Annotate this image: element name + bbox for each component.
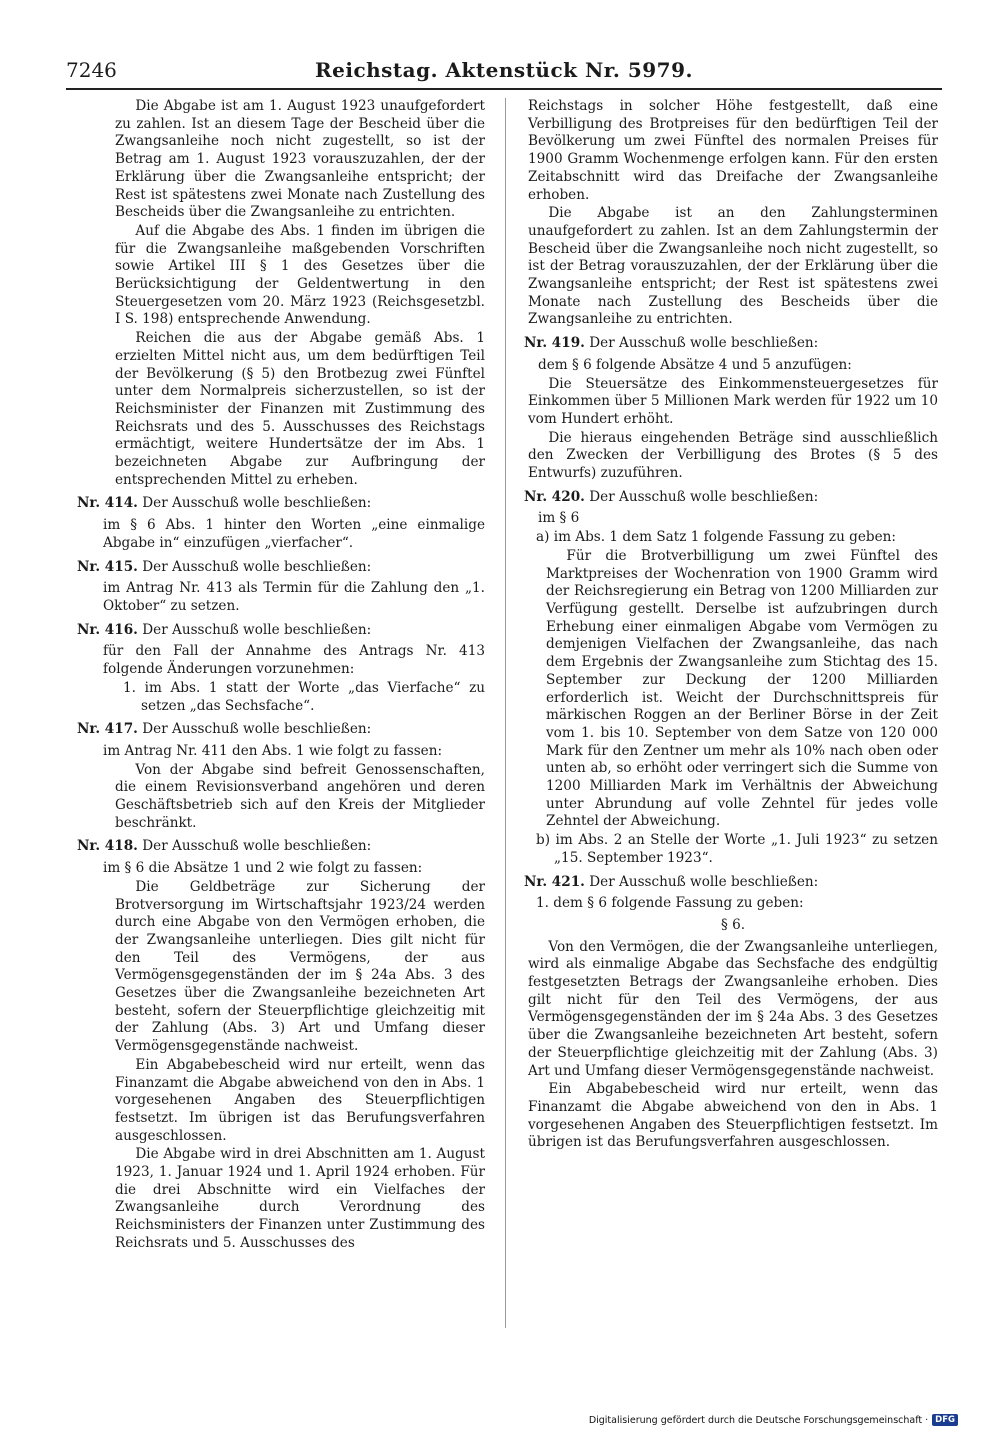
list-item: 1. im Abs. 1 statt der Worte „das Vierfache“ zu setzen „das Sechsfache“.	[123, 679, 485, 714]
motion-number: Nr. 421.	[524, 873, 585, 890]
motion-body: im § 6 Abs. 1 hinter den Worten „eine einmalige Abgabe in“ einzufügen „vierfacher“.	[103, 517, 485, 551]
motion-heading-416	[77, 622, 485, 640]
quoted-paragraph: Die hieraus eingehenden Beträge sind ausschließlich den Zwecken der Verbilligung des Brotes (§ 5 des Entwurfs) zuzuführen.	[528, 429, 938, 482]
paragraph: Reichstags in solcher Höhe festgestellt, daß eine Verbilligung des Brotpreises für den bedürftigen Teil der Bevölkerung um zwei Fünftel des normalen Preises für 1900 Gramm Wochenmenge erfolgen kann. Für den ersten Zeitabschnitt wird das Dreifache der Zwangsanleihe erhoben.	[528, 98, 938, 203]
motion-body: für den Fall der Annahme des Antrags Nr. 413 folgende Änderungen vorzunehmen:	[103, 643, 485, 678]
footer-text: Digitalisierung gefördert durch die Deutsche Forschungsgemeinschaft ·	[588, 1414, 929, 1426]
motion-body: im § 6 die Absätze 1 und 2 wie folgt zu fassen:	[103, 860, 423, 877]
motion-number: Nr. 418.	[77, 838, 138, 855]
motion-text: Der Ausschuß wolle beschließen:	[589, 488, 819, 505]
motion-text: Der Ausschuß wolle beschließen:	[142, 838, 372, 855]
paragraph: Die Abgabe ist am 1. August 1923 unaufgefordert zu zahlen. Ist an diesem Tage der Bescheid über die Zwangsanleihe noch nicht zugestellt, so ist der Betrag am 1. August 1923 vorauszuzahlen, der der Erklärung über die Zwangsanleihe entspricht; der Rest ist spätestens zwei Monate nach Zustellung des Bescheids über die Zwangsanleihe zu entrichten.	[115, 98, 485, 221]
motion-number: Nr. 415.	[77, 558, 138, 575]
motion-body: dem § 6 folgende Absätze 4 und 5 anzufügen:	[538, 356, 852, 373]
motion-number: Nr. 419.	[524, 335, 585, 352]
motion-heading-419	[524, 335, 938, 353]
column-divider	[505, 98, 506, 1328]
quoted-paragraph: Ein Abgabebescheid wird nur erteilt, wenn das Finanzamt die Abgabe abweichend von den in Abs. 1 vorgesehenen Angaben des Steuerpflichtigen festsetzt. Im übrigen ist das Berufungsverfahren ausgeschlossen.	[528, 1081, 938, 1151]
digitization-footer	[589, 1414, 958, 1426]
motion-number: Nr. 420.	[524, 488, 585, 505]
quoted-paragraph: Die Abgabe wird in drei Abschnitten am 1. August 1923, 1. Januar 1924 und 1. April 1924 erhoben. Für die drei Abschnitte wird ein Vielfaches der Zwangsanleihe durch Verordnung des Reichsministers der Finanzen unter Zustimmung des Reichsrats und 5. Ausschusses des	[115, 1146, 485, 1251]
left-column	[77, 98, 485, 1254]
motion-text: Der Ausschuß wolle beschließen:	[589, 873, 819, 890]
motion-heading-415	[77, 559, 485, 577]
quoted-paragraph: Von den Vermögen, die der Zwangsanleihe unterliegen, wird als einmalige Abgabe das Sechsfache des endgültig festgesetzten Betrags der Zwangsanleihe erhoben. Dies gilt nicht für den Teil des Vermögens, der aus Vermögensgegenständen der im § 24a Abs. 3 des Gesetzes über die Zwangsanleihe bezeichneten Art besteht, sofern der Steuerpflichtige gleichzeitig mit der Zahlung (Abs. 3) Art und Umfang dieser Vermögensgegenstände nachweist.	[528, 938, 938, 1079]
section-heading: § 6.	[720, 916, 746, 933]
dfg-logo: DFG	[932, 1414, 958, 1426]
motion-body: im § 6	[538, 510, 580, 527]
motion-text: Der Ausschuß wolle beschließen:	[142, 721, 372, 738]
page-number: 7246	[66, 58, 117, 82]
paragraph: Auf die Abgabe des Abs. 1 finden im übrigen die für die Zwangsanleihe maßgebenden Vorschriften sowie Artikel III § 1 des Gesetzes über die Berücksichtigung der Geldentwertung in den Steuergesetzen vom 20. März 1923 (Reichsgesetzbl. I S. 198) entsprechende Anwendung.	[115, 222, 485, 328]
motion-heading-418	[77, 838, 485, 856]
paragraph: Die Abgabe ist an den Zahlungsterminen unaufgefordert zu zahlen. Ist an dem Zahlungstermin der Bescheid über die Zwangsanleihe noch nicht zugestellt, so ist der Betrag vorauszuzahlen, der der Erklärung über die Zwangsanleihe entspricht; der Rest ist spätestens zwei Monate nach Zustellung des Bescheids über die Zwangsanleihe zu entrichten.	[528, 205, 938, 328]
motion-heading-414	[77, 495, 485, 513]
motion-number: Nr. 414.	[77, 495, 138, 512]
quoted-paragraph: Für die Brotverbilligung um zwei Fünftel des Marktpreises der Wochenration von 1900 Gramm wird der Reichsregierung ein Betrag von 1200 Milliarden zur Verfügung gestellt. Derselbe ist aufzubringen durch Erhebung einer einmaligen Abgabe vom Vermögen zu demjenigen Vielfachen der Zwangsanleihe, das nach dem Ergebnis der Zwangsanleihe zum Stichtag des 15. September zur Deckung der 1200 Milliarden erforderlich ist. Weicht der Durchschnittspreis für märkischen Roggen an der Berliner Börse in der Zeit vom 1. bis 10. September von dem Satze von 120 000 Mark für den Zentner um mehr als 10% nach oben oder unten ab, so erhöht oder verringert sich die Summe von 1200 Milliarden Mark im Verhältnis der Abweichung unter Abrundung auf volle Zehntel für jedes volle Zehntel der Abweichung.	[546, 547, 938, 830]
motion-text: Der Ausschuß wolle beschließen:	[142, 495, 372, 512]
right-column	[524, 98, 938, 1153]
motion-heading-421	[524, 874, 938, 892]
quoted-paragraph: Die Steuersätze des Einkommensteuergesetzes für Einkommen über 5 Millionen Mark werden für 1922 um 10 vom Hundert erhöht.	[528, 375, 938, 427]
running-title: Reichstag. Aktenstück Nr. 5979.	[315, 58, 693, 82]
list-item: a) im Abs. 1 dem Satz 1 folgende Fassung zu geben:	[536, 529, 896, 546]
motion-body: im Antrag Nr. 411 den Abs. 1 wie folgt zu fassen:	[103, 742, 443, 759]
motion-heading-420	[524, 489, 938, 507]
motion-text: Der Ausschuß wolle beschließen:	[589, 335, 819, 352]
paragraph: Reichen die aus der Abgabe gemäß Abs. 1 erzielten Mittel nicht aus, um dem bedürftigen Teil der Bevölkerung (§ 5) den Brotbezug zwei Fünftel unter dem Normalpreis sicherzustellen, so ist der Reichsminister der Finanzen mit Zustimmung des Reichsrats und des 5. Ausschusses des Reichstags ermächtigt, weitere Hundertsätze der im Abs. 1 bezeichneten Abgabe zur Aufbringung der entsprechenden Mittel zu erheben.	[115, 330, 485, 488]
motion-text: Der Ausschuß wolle beschließen:	[142, 558, 372, 575]
quoted-paragraph: Die Geldbeträge zur Sicherung der Brotversorgung im Wirtschaftsjahr 1923/24 werden durch eine Abgabe von den Vermögen erhoben, die der Zwangsanleihe unterliegen. Dies gilt nicht für den Teil des Vermögens, der aus Vermögensgegenständen der im § 24a Abs. 3 des Gesetzes über die Zwangsanleihe bezeichneten Art besteht, sofern der Steuerpflichtige gleichzeitig mit der Zahlung (Abs. 3) Art und Umfang dieser Vermögensgegenstände nachweist.	[115, 878, 485, 1055]
page-header	[66, 58, 942, 88]
list-item: 1. dem § 6 folgende Fassung zu geben:	[536, 895, 804, 912]
motion-number: Nr. 417.	[77, 721, 138, 738]
quoted-paragraph: Von der Abgabe sind befreit Genossenschaften, die einem Revisionsverband angehören und deren Geschäftsbetrieb sich auf den Kreis der Mitglieder beschränkt.	[115, 761, 485, 831]
motion-number: Nr. 416.	[77, 621, 138, 638]
list-item: b) im Abs. 2 an Stelle der Worte „1. Juli 1923“ zu setzen „15. September 1923“.	[536, 832, 938, 866]
motion-heading-417	[77, 721, 485, 739]
quoted-paragraph: Ein Abgabebescheid wird nur erteilt, wenn das Finanzamt die Abgabe abweichend von den in Abs. 1 vorgesehenen Angaben des Steuerpflichtigen festsetzt. Im übrigen ist das Berufungsverfahren ausgeschlossen.	[115, 1056, 485, 1144]
motion-text: Der Ausschuß wolle beschließen:	[142, 621, 372, 638]
header-rule	[66, 88, 942, 90]
motion-body: im Antrag Nr. 413 als Termin für die Zahlung den „1. Oktober“ zu setzen.	[103, 580, 485, 614]
